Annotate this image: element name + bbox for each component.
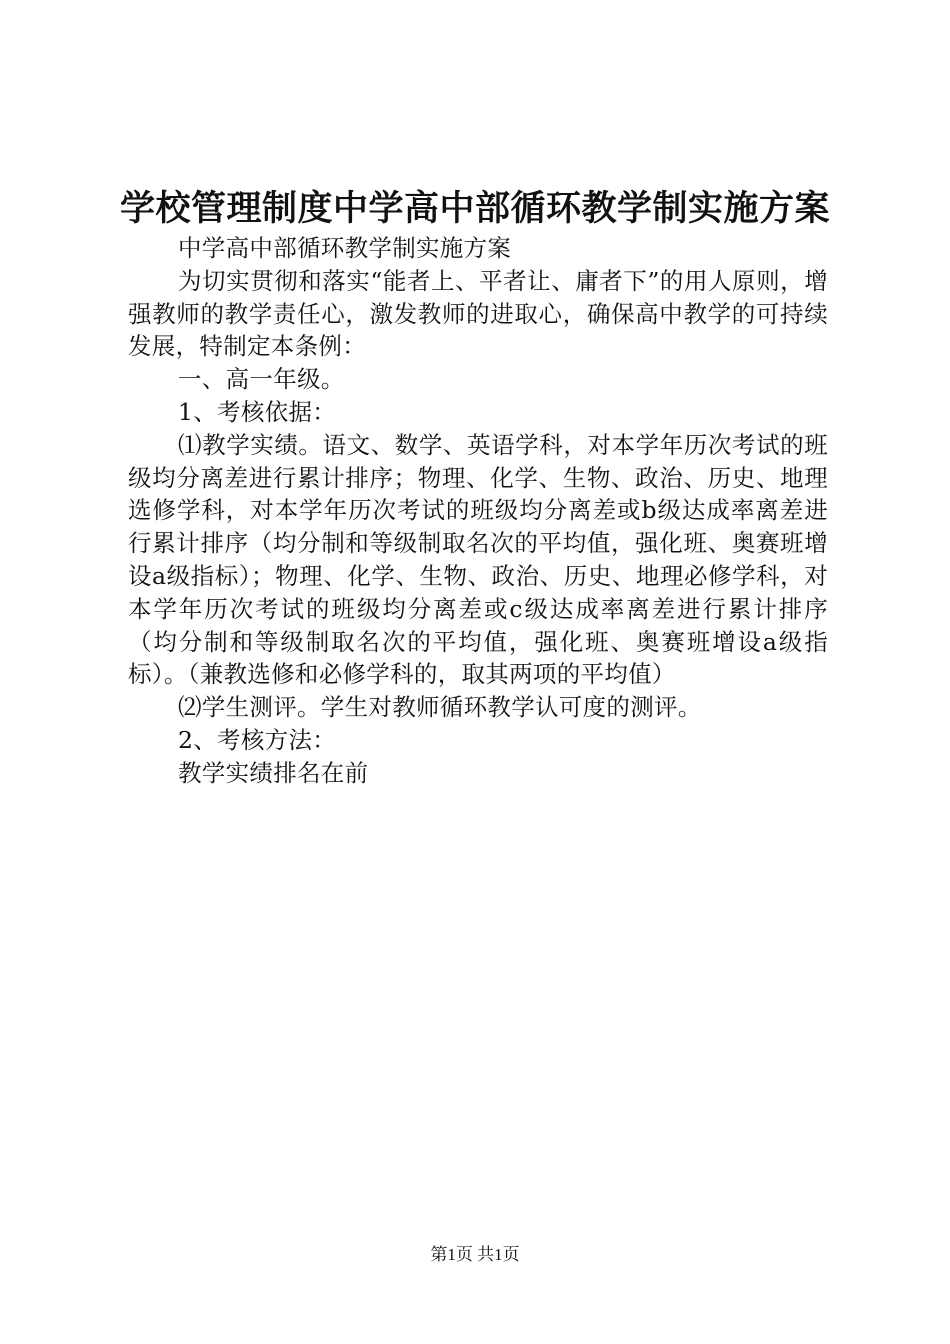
paragraph-subtitle: 中学高中部循环教学制实施方案 <box>178 234 512 262</box>
paragraph-student-evaluation: ⑵学生测评。学生对教师循环教学认可度的测评。 <box>178 693 702 722</box>
paragraph-section-grade-one: 一、高一年级。 <box>178 365 345 394</box>
page-footer: 第1页 共1页 <box>430 1245 520 1264</box>
paragraph-intro: 为切实贯彻和落实“能者上、平者让、庸者下”的用人原则，增强教师的教学责任心，激发教师的进取心，确保高中教学的可持续发展，特制定本条例： <box>128 266 828 361</box>
paragraph-assessment-basis: 1、考核依据： <box>178 397 337 426</box>
document-body <box>128 232 828 790</box>
paragraph-teaching-results: ⑴教学实绩。语文、数学、英语学科，对本学年历次考试的班级均分离差进行累计排序；物理、化学、生物、政治、历史、地理选修学科，对本学年历次考试的班级均分离差或b级达成率离差进行累计排序（均分制和等级制取名次的平均值，强化班、奥赛班增设a级指标）；物理、化学、生物、政治、历史、地理必修学科，对本学年历次考试的班级均分离差或c级达成率离差进行累计排序（均分制和等级制取名次的平均值，强化班、奥赛班增设a级指标）。（兼教选修和必修学科的，取其两项的平均值） <box>128 430 828 689</box>
paragraph-ranking: 教学实绩排名在前 <box>178 758 369 787</box>
document-title: 学校管理制度中学高中部循环教学制实施方案 <box>119 188 830 229</box>
paragraph-assessment-method: 2、考核方法： <box>178 725 337 754</box>
